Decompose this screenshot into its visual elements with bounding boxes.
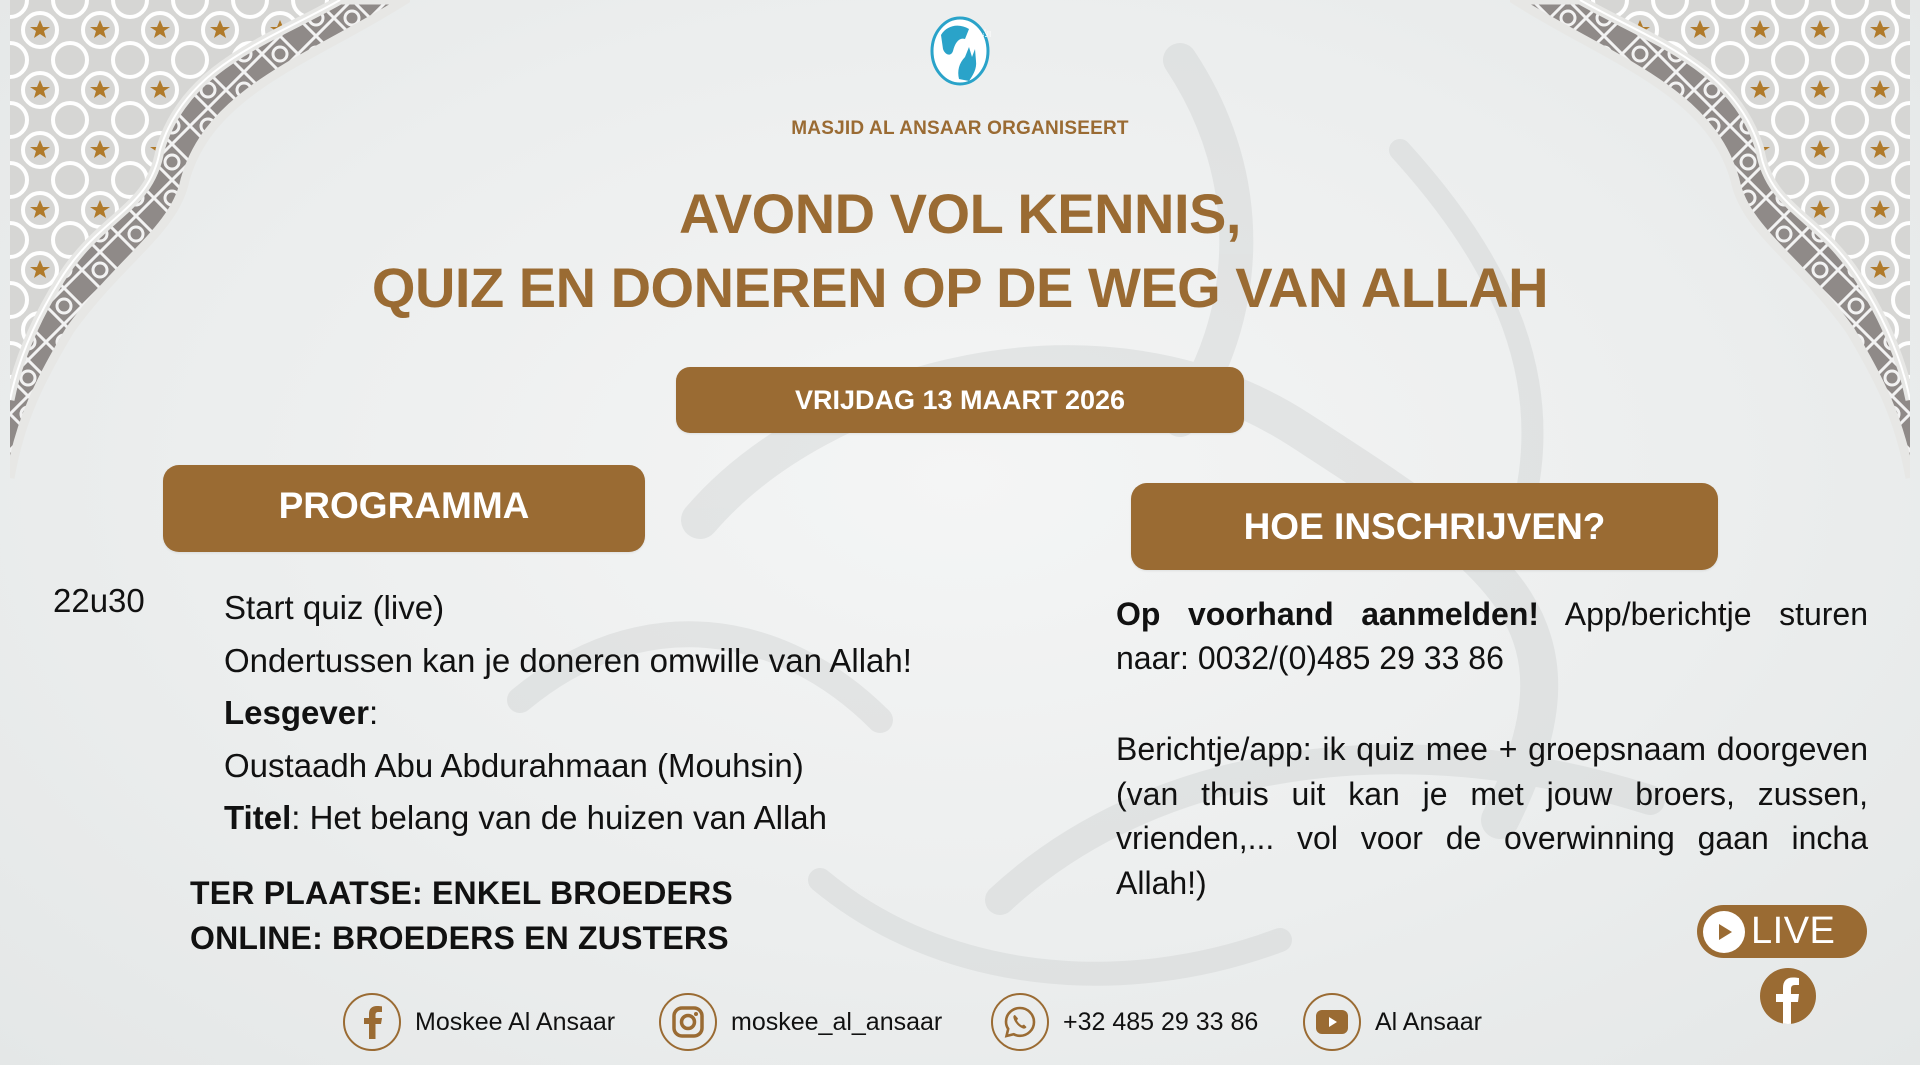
program-item-donate: Ondertussen kan je doneren omwille van Allah! bbox=[224, 641, 912, 679]
registration-instructions: Op voorhand aanmelden! App/berichtje sturen naar: 0032/(0)485 29 33 86 bbox=[1116, 596, 1868, 676]
program-details bbox=[224, 582, 912, 845]
program-teacher-name: Oustaadh Abu Abdurahmaan (Mouhsin) bbox=[224, 746, 804, 784]
program-item-start: Start quiz (live) bbox=[224, 589, 445, 626]
social-facebook[interactable]: Moskee Al Ansaar bbox=[343, 993, 615, 1051]
organizer-line: MASJID AL ANSAAR ORGANISEERT bbox=[791, 118, 1129, 139]
social-instagram[interactable]: moskee_al_ansaar bbox=[659, 993, 942, 1051]
play-icon bbox=[1703, 911, 1745, 953]
registration-heading: HOE INSCHRIJVEN? bbox=[1131, 483, 1718, 570]
event-date-badge: VRIJDAG 13 MAART 2026 bbox=[676, 367, 1244, 433]
social-whatsapp[interactable]: +32 485 29 33 86 bbox=[991, 993, 1258, 1051]
event-title-line2: QUIZ EN DONEREN OP DE WEG VAN ALLAH bbox=[371, 256, 1549, 319]
svg-text:الأنصار: الأنصار bbox=[969, 30, 991, 39]
live-badge[interactable] bbox=[1697, 905, 1867, 958]
youtube-icon bbox=[1303, 993, 1361, 1051]
attendance-notice bbox=[190, 871, 733, 961]
masjid-logo-icon bbox=[929, 15, 991, 87]
event-title-line1: AVOND VOL KENNIS, bbox=[679, 182, 1241, 245]
attendance-online: ONLINE: BROEDERS EN ZUSTERS bbox=[190, 920, 729, 956]
attendance-on-site: TER PLAATSE: ENKEL BROEDERS bbox=[190, 875, 733, 911]
program-time: 22u30 bbox=[53, 582, 145, 619]
instagram-icon bbox=[659, 993, 717, 1051]
program-lecture-title: Titel: Het belang van de huizen van Allah bbox=[224, 799, 827, 836]
facebook-icon bbox=[343, 993, 401, 1051]
program-teacher-label: Lesgever: bbox=[224, 694, 379, 731]
registration-message-format: Berichtje/app: ik quiz mee + groepsnaam doorgeven (van thuis uit kan je met jouw broers, zussen, vrienden,... vol voor de overwinning gaan incha Allah!) bbox=[1116, 731, 1868, 901]
program-heading: PROGRAMMA bbox=[163, 465, 645, 552]
social-youtube[interactable]: Al Ansaar bbox=[1303, 993, 1482, 1051]
live-label: LIVE bbox=[1751, 910, 1836, 952]
whatsapp-icon bbox=[991, 993, 1049, 1051]
footer-socials bbox=[0, 993, 1920, 1051]
